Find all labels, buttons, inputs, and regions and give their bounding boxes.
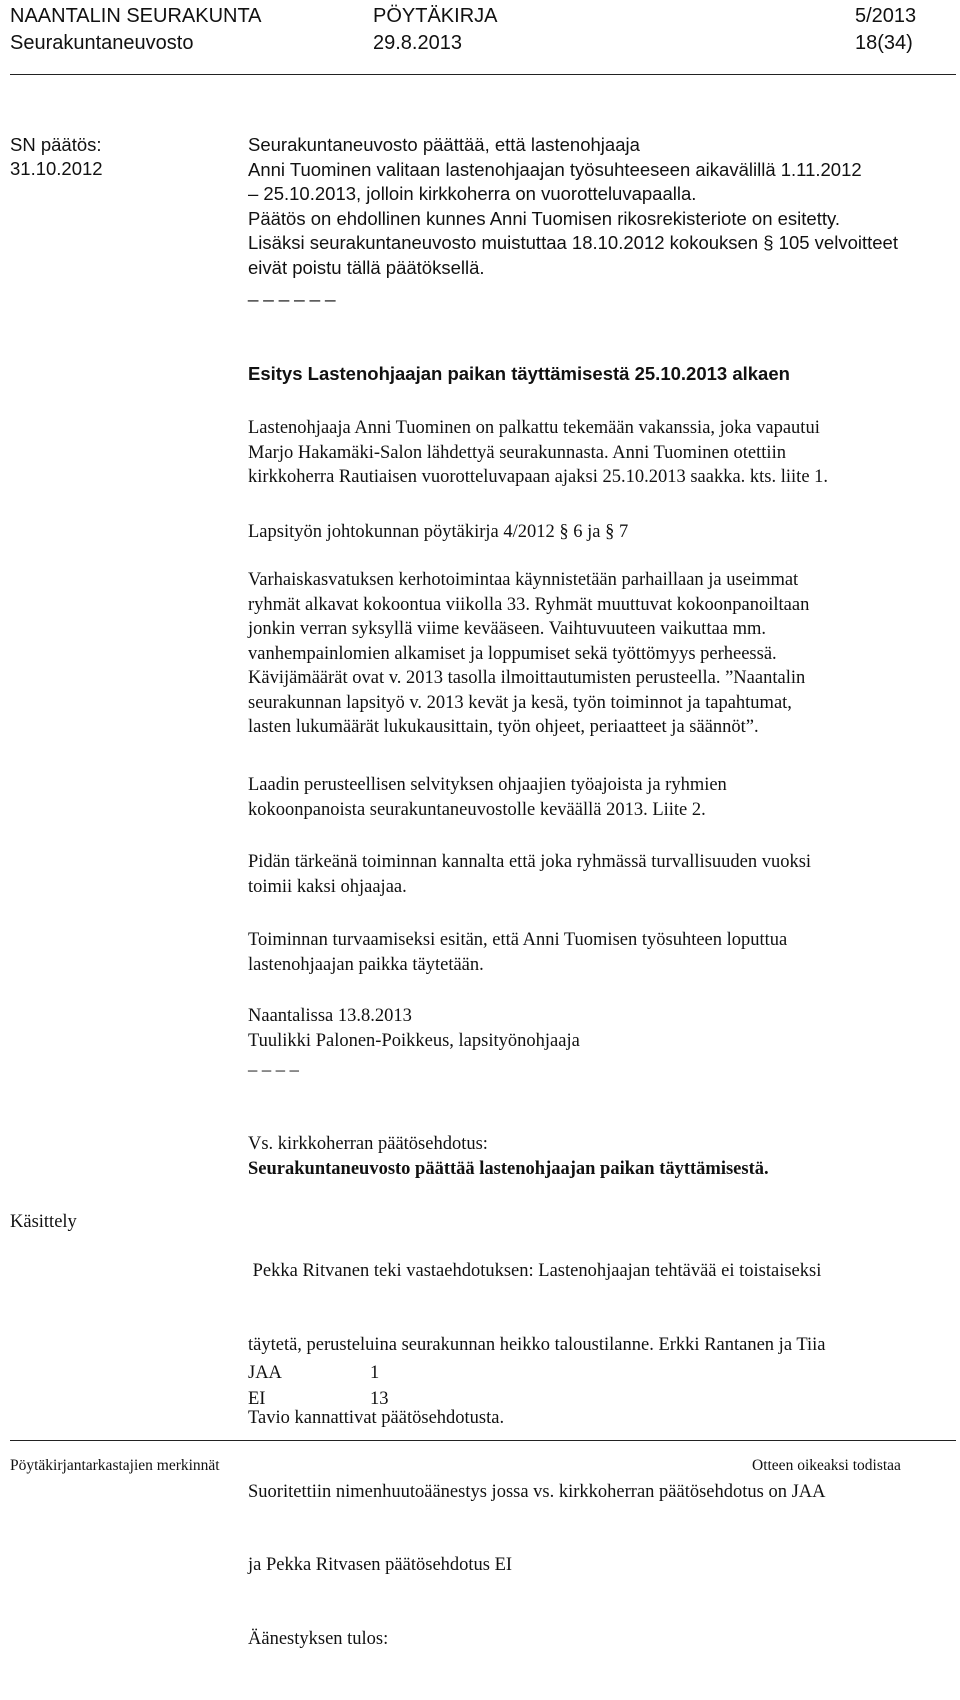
vs-proposal-label: Vs. kirkkoherran päätösehdotus: [248, 1134, 488, 1154]
proposal-paragraph-1 [248, 416, 828, 490]
text-line: kokoonpanoista seurakuntaneuvostolle keväällä 2013. Liite 2. [248, 799, 706, 820]
text-line: ja Pekka Ritvasen päätösehdotus EI [248, 1555, 513, 1575]
text-line: Marjo Hakamäki-Salon lähdettyä seurakunnasta. Anni Tuominen otettiin [248, 442, 786, 463]
proposal-paragraph-2: Lapsityön johtokunnan pöytäkirja 4/2012 § 6 ja § 7 [248, 522, 629, 542]
text-line: lastenohjaajan paikka täytetään. [248, 954, 484, 975]
vote-label-ei: EI [248, 1389, 266, 1409]
footer-rule [10, 1440, 956, 1441]
text-line: ryhmät alkavat kokoontua viikolla 33. Ryhmät muuttuvat kokoonpanoiltaan [248, 594, 810, 615]
text-line: Pidän tärkeänä toiminnan kannalta että joka ryhmässä turvallisuuden vuoksi [248, 852, 812, 872]
proposal-title: Esitys Lastenohjaajan paikan täyttämisestä 25.10.2013 alkaen [248, 363, 790, 384]
separator-dashes: _ _ _ _ _ _ [248, 281, 336, 302]
org-name: NAANTALIN SEURAKUNTA [10, 5, 262, 27]
handling-text [248, 1210, 826, 1700]
vote-count-ei: 13 [370, 1389, 389, 1409]
meeting-date: 29.8.2013 [373, 32, 462, 54]
text-line: – 25.10.2013, jolloin kirkkoherra on vuorotteluvapaalla. [248, 183, 697, 204]
text-line: eivät poistu tällä päätöksellä. [248, 256, 485, 278]
text-line: täytetä, perusteluina seurakunnan heikko taloustilanne. Erkki Rantanen ja Tiia [248, 1334, 826, 1355]
text-line: Lisäksi seurakuntaneuvosto muistuttaa 18.10.2012 kokouksen § 105 velvoitteet [248, 232, 898, 253]
text-line: Pekka Ritvanen teki vastaehdotuksen: Lastenohjaajan tehtävää ei toistaiseksi [248, 1261, 822, 1281]
proposal-paragraph-6 [248, 928, 787, 977]
text-line: toimii kaksi ohjaajaa. [248, 876, 407, 897]
text-line: Päätös on ehdollinen kunnes Anni Tuomisen rikosrekisteriote on esitetty. [248, 207, 840, 229]
footer-certification: Otteen oikeaksi todistaa [752, 1457, 901, 1474]
place-and-date: Naantalissa 13.8.2013 [248, 1006, 412, 1026]
sn-decision-label: SN päätös: [10, 134, 102, 155]
text-line: Toiminnan turvaamiseksi esitän, että Anni Tuomisen työsuhteen loputtua [248, 930, 788, 950]
text-line: vanhempainlomien alkamiset ja loppumiset sekä työttömyys perheessä. [248, 643, 777, 664]
text-line: jonkin verran syksyllä viime kevääseen. Vaihtuvuuteen vaikuttaa mm. [248, 619, 767, 639]
doc-type: PÖYTÄKIRJA [373, 5, 498, 27]
text-line: Lastenohjaaja Anni Tuominen on palkattu tekemään vakanssia, joka vapautui [248, 418, 820, 438]
text-line: Varhaiskasvatuksen kerhotoimintaa käynnistetään parhaillaan ja useimmat [248, 570, 799, 590]
footer-reviewers-note: Pöytäkirjantarkastajien merkinnät [10, 1457, 220, 1474]
handling-label: Käsittely [10, 1212, 77, 1232]
vote-label-jaa: JAA [248, 1363, 282, 1383]
text-line: lasten lukumäärät lukukausittain, työn ohjeet, periaatteet ja säännöt”. [248, 717, 759, 737]
text-line: Laadin perusteellisen selvityksen ohjaajien työajoista ja ryhmien [248, 775, 727, 795]
vote-count-jaa: 1 [370, 1363, 380, 1383]
signer: Tuulikki Palonen-Poikkeus, lapsityönohjaaja [248, 1031, 580, 1051]
separator-dashes: _ _ _ _ [248, 1054, 299, 1074]
text-line: seurakunnan lapsityö v. 2013 kevät ja kesä, työn toiminnot ja tapahtumat, [248, 692, 792, 713]
body-name: Seurakuntaneuvosto [10, 32, 194, 54]
text-line: Anni Tuominen valitaan lastenohjaajan työsuhteeseen aikavälillä 1.11.2012 [248, 158, 862, 180]
page-number: 18(34) [855, 32, 913, 54]
header-rule [10, 74, 956, 75]
proposal-paragraph-5 [248, 850, 811, 899]
text-line: Tavio kannattivat päätösehdotusta. [248, 1408, 505, 1428]
doc-number: 5/2013 [855, 5, 917, 27]
proposal-paragraph-4 [248, 773, 727, 822]
text-line: Suoritettiin nimenhuutoäänestys jossa vs. kirkkoherran päätösehdotus on JAA [248, 1481, 826, 1502]
vs-proposal-text: Seurakuntaneuvosto päättää lastenohjaajan paikan täyttämisestä. [248, 1159, 769, 1179]
text-line: Kävijämäärät ovat v. 2013 tasolla ilmoittautumisten perusteella. ”Naantalin [248, 668, 806, 688]
text-line: Äänestyksen tulos: [248, 1628, 389, 1649]
text-line: kirkkoherra Rautiaisen vuorotteluvapaan ajaksi 25.10.2013 saakka. kts. liite 1. [248, 467, 829, 487]
sn-decision-date: 31.10.2012 [10, 158, 103, 179]
sn-decision-text [248, 133, 898, 280]
text-line: Seurakuntaneuvosto päättää, että lastenohjaaja [248, 134, 640, 155]
proposal-paragraph-3 [248, 568, 809, 740]
